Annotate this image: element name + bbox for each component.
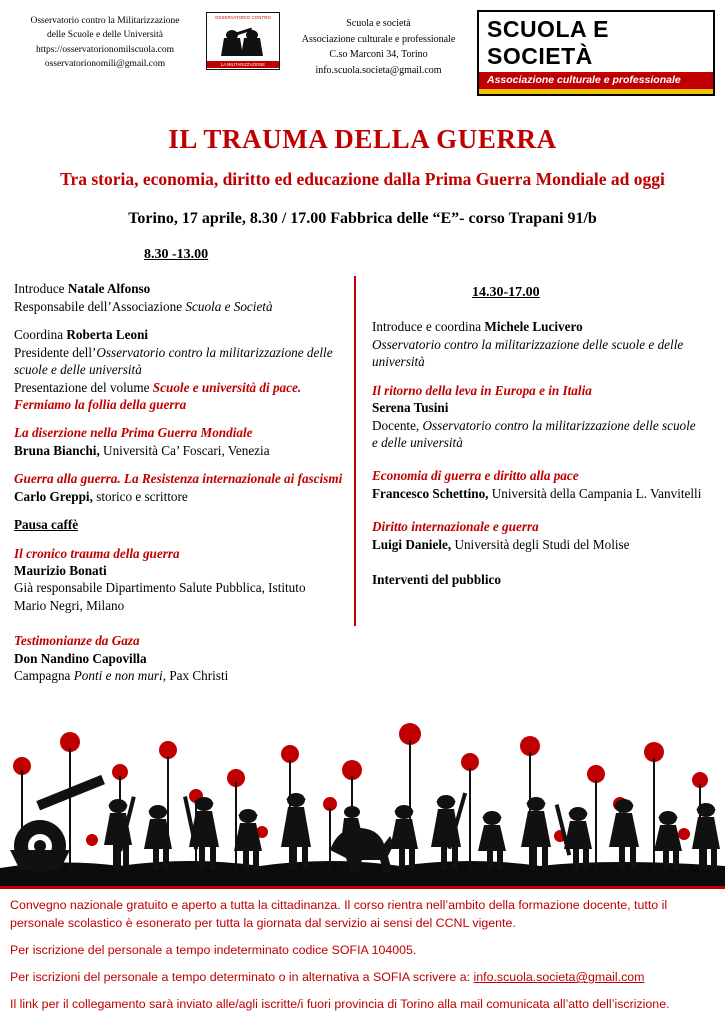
entry-role-name <box>14 326 344 343</box>
entry-affiliation: storico e scrittore <box>92 488 188 504</box>
entry-name: Natale Alfonso <box>67 281 151 297</box>
entry-extra <box>14 379 344 414</box>
footer-paragraph-2: Per iscrizione del personale a tempo indeterminato codice SOFIA 104005. <box>10 943 417 958</box>
scuola-societa-logo <box>477 8 715 96</box>
scuola-logo-gold-bar <box>479 89 713 94</box>
scuola-logo-subtitle: Associazione culturale e professionale <box>479 72 713 89</box>
entry-name: Roberta Leoni <box>66 327 149 343</box>
entry-detail <box>14 298 344 315</box>
program-entry <box>14 326 344 413</box>
entry-speaker <box>14 442 344 459</box>
program-entry <box>372 382 702 452</box>
entry-affiliation-plain: Docente, <box>372 417 423 433</box>
osservatorio-email[interactable]: osservatorionomili@gmail.com <box>44 58 166 69</box>
entry-title: Economia di guerra e diritto alla pace <box>372 468 579 484</box>
footer-paragraph-3 <box>10 969 715 987</box>
entry-name: Bruna Bianchi, <box>14 442 100 458</box>
break-label: Pausa caffè <box>14 517 79 533</box>
osservatorio-logo <box>206 12 280 70</box>
entry-affiliation-line-1: Già responsabile Dipartimento Salute Pubblica, Istituto <box>14 580 306 596</box>
entry-speaker <box>372 536 702 553</box>
entry-affiliation: Università della Campania L. Vanvitelli <box>488 485 702 501</box>
entry-role-name <box>14 280 344 297</box>
entry-affiliation-italic: Osservatorio contro la militarizzazione delle scuole e delle università <box>372 417 696 450</box>
scuola-address: C.so Marconi 34, Torino <box>329 49 428 60</box>
entry-detail-italic: Osservatorio contro la militarizzazione delle scuole e delle università <box>14 344 333 378</box>
entry-title: Il cronico trauma della guerra <box>14 545 180 561</box>
scuola-email[interactable]: info.scuola.societa@gmail.com <box>315 64 442 76</box>
page-subtitle: Tra storia, economia, diritto ed educazione dalla Prima Guerra Mondiale ad oggi <box>60 169 665 189</box>
entry-extra-title: Scuole e università di pace. Fermiamo la follia della guerra <box>14 379 302 412</box>
entry-role: Coordina <box>14 327 67 343</box>
entry-affiliation-line-2: Mario Negri, Milano <box>14 597 125 613</box>
entry-name: Carlo Greppi, <box>14 488 93 504</box>
entry-speaker <box>14 488 344 505</box>
program-entry <box>372 467 702 502</box>
scuola-logo-title: SCUOLA E SOCIETÀ <box>487 16 609 69</box>
entry-affiliation: Università Ca’ Foscari, Venezia <box>99 442 270 458</box>
entry-name: Luigi Daniele, <box>372 536 452 552</box>
entry-affiliation <box>14 667 344 684</box>
osservatorio-logo-bottom-text: LA MILITARIZZAZIONE <box>207 61 279 68</box>
program-entry <box>372 518 702 553</box>
closing-label: Interventi del pubblico <box>372 572 501 588</box>
entry-affiliation-italic: Ponti e non muri, <box>73 668 167 684</box>
morning-program-column <box>14 246 344 695</box>
event-datetime-venue: Torino, 17 aprile, 8.30 / 17.00 Fabbrica delle “E”- corso Trapani 91/b <box>128 210 597 227</box>
entry-detail-plain: Presidente dell’ <box>14 344 97 360</box>
entry-name: Serena Tusini <box>372 400 449 416</box>
program-closing <box>372 571 702 588</box>
program-entry <box>372 318 702 370</box>
entry-detail-plain: Responsabile dell’Associazione <box>14 298 186 314</box>
program-section <box>0 246 725 686</box>
entry-name: Michele Lucivero <box>484 319 583 335</box>
entry-speaker <box>372 485 702 502</box>
footer-p3-text: Per iscrizioni del personale a tempo determinato o in alternativa a SOFIA scrivere a: <box>10 970 474 985</box>
scuola-line-1: Scuola e società <box>346 18 411 29</box>
entry-role: Introduce e coordina <box>372 319 485 335</box>
entry-title: Guerra alla guerra. La Resistenza internazionale ai fascismi <box>14 471 343 487</box>
footer-contact-email-link[interactable]: info.scuola.societa@gmail.com <box>473 970 645 985</box>
entry-title: Il ritorno della leva in Europa e in Italia <box>372 382 592 398</box>
column-divider <box>354 276 356 626</box>
footer-paragraph-1: Convegno nazionale gratuito e aperto a tutta la cittadinanza. Il corso rientra nell’ambito della formazione docente, tutto il personale scolastico è esonerato per tutta la giornata dal servizio ai sensi del CCNL vigente. <box>10 898 668 931</box>
footer-info <box>0 886 725 1024</box>
afternoon-program-column <box>372 284 702 600</box>
afternoon-time-slot: 14.30-17.00 <box>472 285 540 300</box>
program-entry <box>14 424 344 459</box>
entry-affiliation-plain: Campagna <box>14 668 74 684</box>
entry-affiliation <box>372 417 702 452</box>
entry-role: Introduce <box>14 281 68 297</box>
scuola-line-2: Associazione culturale e professionale <box>301 33 456 45</box>
osservatorio-website[interactable]: https://osservatorionomilscuola.com <box>36 44 174 55</box>
entry-title: Testimonianze da Gaza <box>14 633 140 649</box>
osservatorio-logo-top-text: OSSERVATORIO CONTRO <box>215 15 271 20</box>
entry-title: Diritto internazionale e guerra <box>372 519 539 535</box>
osservatorio-line-1: Osservatorio contro la Militarizzazione <box>30 16 180 26</box>
entry-extra-plain: Presentazione del volume <box>14 379 153 395</box>
entry-affiliation-tail: Pax Christi <box>166 668 229 684</box>
entry-title: La diserzione nella Prima Guerra Mondiale <box>14 425 253 441</box>
footer-paragraph-4: Il link per il collegamento sarà inviato alle/agli iscritte/i fuori provincia di Torino alla mail comunicata all’atto dell’iscrizione. <box>10 997 670 1012</box>
entry-name: Francesco Schettino, <box>372 485 489 501</box>
entry-name: Maurizio Bonati <box>14 562 107 578</box>
program-entry <box>14 280 344 315</box>
entry-name: Don Nandino Capovilla <box>14 650 147 666</box>
entry-detail <box>14 344 344 379</box>
morning-time-slot: 8.30 -13.00 <box>144 247 209 262</box>
entry-role-name <box>372 318 702 335</box>
page-header <box>0 0 725 98</box>
osservatorio-line-2: delle Scuole e delle Università <box>46 30 164 41</box>
page-title: IL TRAUMA DELLA GUERRA <box>168 124 557 154</box>
entry-affiliation: Università degli Studi del Molise <box>451 536 630 552</box>
entry-detail-italic: Scuola e Società <box>185 298 273 314</box>
program-entry <box>14 470 344 505</box>
program-entry <box>14 545 344 615</box>
soldier-logo-icon <box>216 26 270 56</box>
program-entry <box>14 632 344 684</box>
war-silhouette-artwork <box>0 700 725 890</box>
osservatorio-org-info <box>10 8 200 71</box>
program-break <box>14 516 344 533</box>
scuola-societa-org-info <box>286 8 471 78</box>
entry-detail-italic: Osservatorio contro la militarizzazione delle scuole e delle università <box>372 336 684 370</box>
